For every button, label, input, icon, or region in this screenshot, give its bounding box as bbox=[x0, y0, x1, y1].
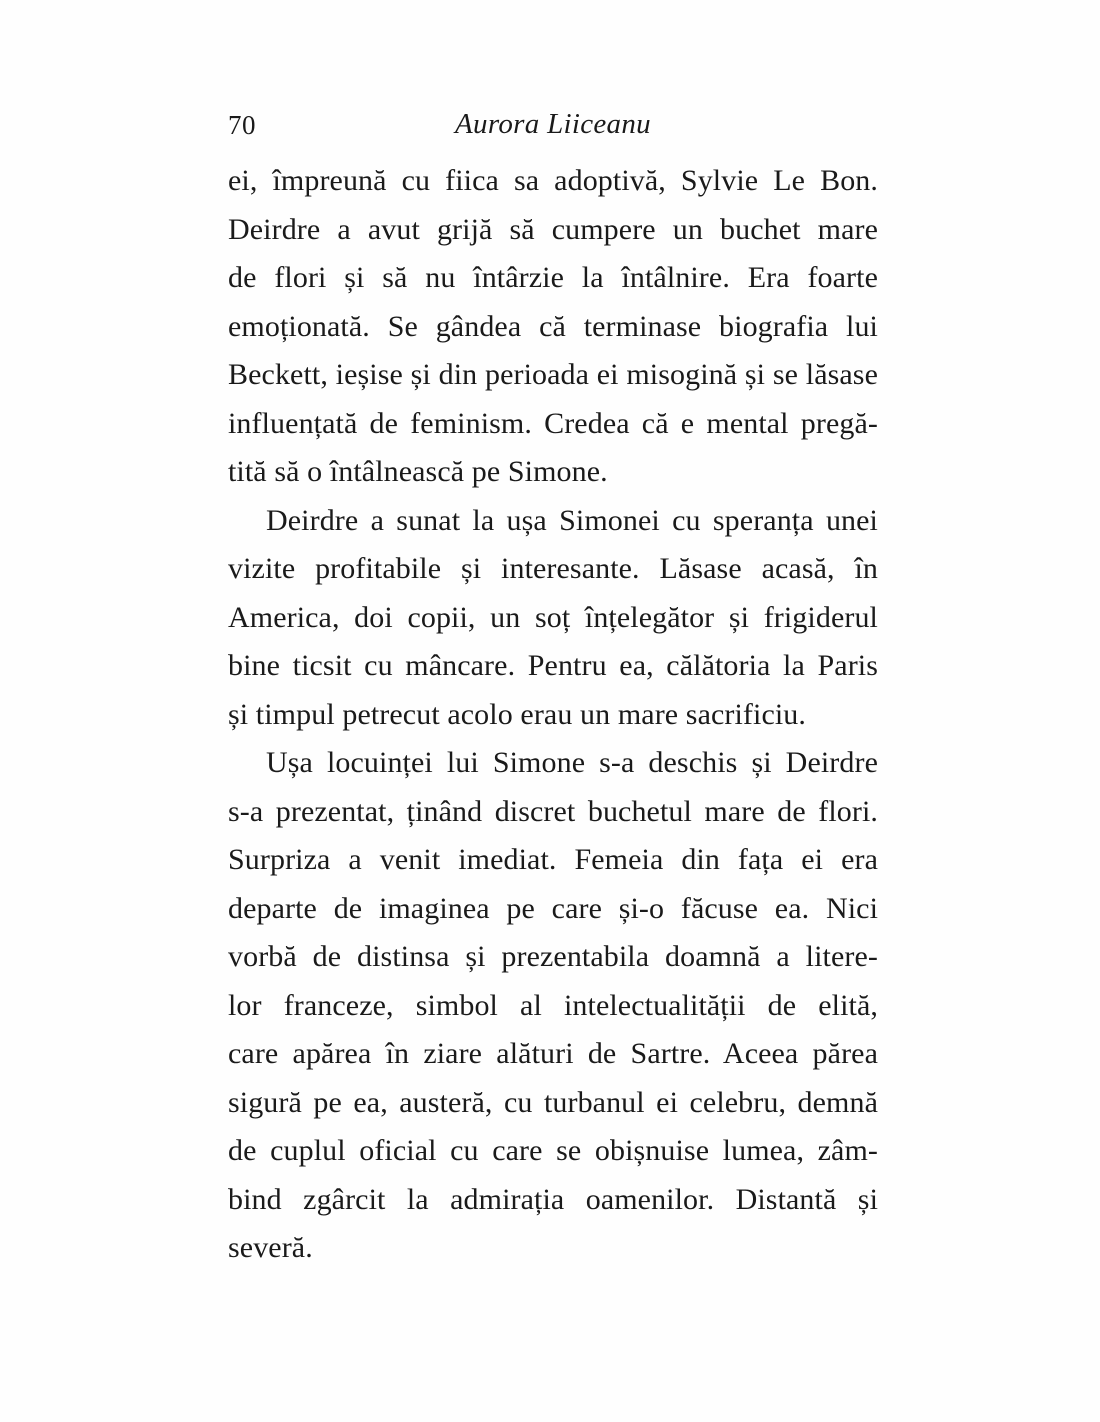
text-line: care apărea în ziare alături de Sartre. Aceea părea bbox=[228, 1037, 878, 1070]
text-line: vorbă de distinsa și prezentabila doamnă a litere- bbox=[228, 940, 878, 973]
text-line: s-a prezentat, ținând discret buchetul mare de flori. bbox=[228, 794, 878, 828]
text-line: departe de imaginea pe care și-o făcuse ea. Nici bbox=[228, 891, 878, 925]
text-block bbox=[228, 157, 878, 1273]
text-line: bine ticsit cu mâncare. Pentru ea, călătoria la Paris bbox=[228, 649, 878, 682]
text-line: de flori și să nu întârzie la întâlnire. Era foarte bbox=[228, 261, 878, 294]
paragraph bbox=[228, 739, 878, 1273]
text-line: vizite profitabile și interesante. Lăsase acasă, în bbox=[228, 552, 878, 585]
text-line: influențată de feminism. Credea că e mental pregă- bbox=[228, 406, 878, 440]
text-line: Deirdre a sunat la ușa Simonei cu speranța unei bbox=[266, 503, 878, 537]
text-line: Deirdre a avut grijă să cumpere un buchet mare bbox=[228, 212, 878, 246]
text-line: ei, împreună cu fiica sa adoptivă, Sylvie Le Bon. bbox=[228, 164, 878, 197]
text-line: Surpriza a venit imediat. Femeia din fața ei era bbox=[228, 843, 878, 876]
text-line: Ușa locuinței lui Simone s-a deschis și Deirdre bbox=[266, 746, 878, 779]
paragraph bbox=[228, 157, 878, 497]
text-line: lor franceze, simbol al intelectualității de elită, bbox=[228, 988, 878, 1022]
running-title: Aurora Liiceanu bbox=[455, 108, 651, 140]
text-line: tită să o întâlnească pe Simone. bbox=[228, 455, 608, 488]
text-line: America, doi copii, un soț înțelegător și frigiderul bbox=[228, 600, 878, 634]
text-line: severă. bbox=[228, 1231, 313, 1264]
page-header bbox=[228, 108, 878, 142]
text-line: de cuplul oficial cu care se obișnuise lumea, zâm- bbox=[228, 1134, 878, 1167]
text-line: bind zgârcit la admirația oamenilor. Distantă și bbox=[228, 1182, 878, 1216]
text-line: și timpul petrecut acolo erau un mare sacrificiu. bbox=[228, 697, 807, 731]
text-line: sigură pe ea, austeră, cu turbanul ei celebru, demnă bbox=[228, 1085, 878, 1119]
paragraph bbox=[228, 497, 878, 740]
text-line: emoționată. Se gândea că terminase biografia lui bbox=[228, 309, 878, 343]
text-line: Beckett, ieșise și din perioada ei misogină și se lăsase bbox=[228, 358, 878, 391]
page-number: 70 bbox=[228, 110, 256, 140]
